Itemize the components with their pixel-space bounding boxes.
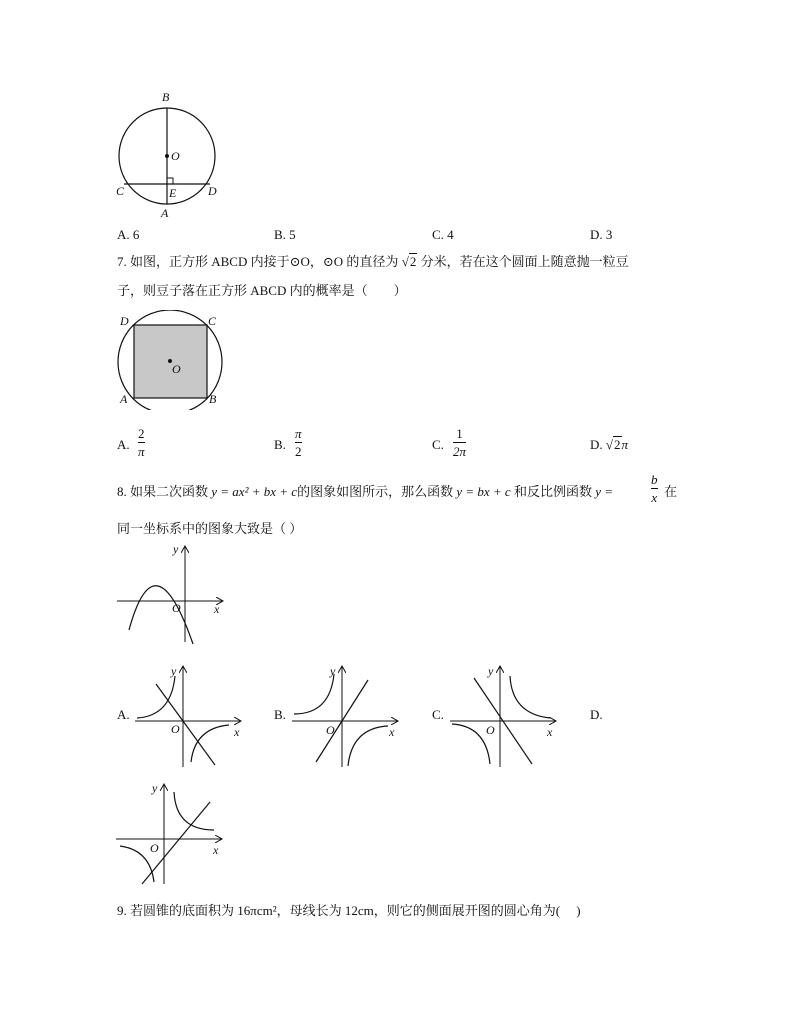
q6-option-c[interactable]: C. 4 — [432, 227, 454, 242]
q8-line1-end: 在 — [664, 484, 678, 499]
q7-line2: 子，则豆子落在正方形 ABCD 内的概率是（ ） — [117, 283, 407, 298]
label-b: B — [162, 90, 170, 104]
q8-eq2: y = bx + c — [456, 484, 511, 499]
svg-text:y: y — [152, 781, 158, 795]
q7-label-o: O — [172, 362, 181, 376]
q8-line2: 同一坐标系中的图象大致是（ ） — [117, 521, 303, 536]
svg-text:O: O — [326, 723, 335, 737]
q7-label-b: B — [209, 392, 217, 406]
svg-text:x: x — [234, 725, 240, 739]
q7-option-b-label[interactable]: B. — [274, 437, 286, 452]
q7-option-c-label[interactable]: C. — [432, 437, 444, 452]
q6-option-a[interactable]: A. 6 — [117, 227, 140, 242]
q7-line1-b: 分米，若在这个圆面上随意抛一粒豆 — [420, 254, 629, 269]
label-c: C — [116, 184, 125, 198]
svg-text:O: O — [150, 841, 159, 855]
q8-graph-a — [133, 662, 248, 770]
q6-option-b[interactable]: B. 5 — [274, 227, 296, 242]
q8-graph-d — [114, 778, 229, 888]
label-e: E — [169, 186, 177, 200]
q6-option-d[interactable]: D. 3 — [590, 227, 613, 242]
q7-option-a-label[interactable]: A. — [117, 437, 130, 452]
q7-option-c-frac: 1 2π — [453, 426, 467, 459]
svg-text:O: O — [171, 722, 180, 736]
svg-text:x: x — [389, 725, 395, 739]
q8-eq3-frac: b x — [651, 472, 658, 505]
q7-line1 — [117, 254, 629, 270]
label-o: O — [171, 149, 180, 163]
svg-text:y: y — [488, 664, 494, 678]
q7-figure — [112, 310, 232, 410]
q9-text: 9. 若圆锥的底面积为 16πcm²，母线长为 12cm，则它的侧面展开图的圆心角为( ) — [117, 903, 581, 918]
svg-text:x: x — [547, 725, 553, 739]
q8-graph-c — [448, 662, 563, 770]
q8-graph-b — [290, 662, 405, 770]
svg-text:y: y — [171, 664, 177, 678]
q7-line1-a: 7. 如图，正方形 ABCD 内接于⊙O，⊙O 的直径为 — [117, 254, 399, 269]
q8-option-a[interactable]: A. — [117, 707, 130, 722]
q7-option-d[interactable]: D. √2π — [590, 437, 629, 452]
label-a: A — [161, 206, 169, 220]
q8-option-b[interactable]: B. — [274, 707, 286, 722]
q7-option-b-frac: π 2 — [295, 426, 302, 459]
q8-parabola-graph — [115, 540, 230, 645]
q8-eq3-lhs: y = — [595, 484, 613, 499]
q7-label-a: A — [120, 392, 128, 406]
q7-label-c: C — [208, 314, 217, 328]
q8-eq1: y = ax² + bx + c — [211, 484, 298, 499]
q6-figure — [110, 88, 230, 223]
svg-text:y: y — [173, 542, 179, 556]
svg-text:x: x — [213, 843, 219, 857]
q8-option-d[interactable]: D. — [590, 707, 603, 722]
q7-label-d: D — [120, 314, 129, 328]
label-d: D — [208, 184, 217, 198]
svg-text:x: x — [214, 602, 220, 616]
svg-text:O: O — [172, 601, 181, 615]
q7-sqrt: √2 — [401, 254, 417, 269]
q8-option-c[interactable]: C. — [432, 707, 444, 722]
svg-text:y: y — [330, 664, 336, 678]
svg-text:O: O — [486, 723, 495, 737]
q7-option-a-frac: 2 π — [138, 426, 145, 459]
q8-line1: 8. 如果二次函数 y = ax² + bx + c的图象如图所示，那么函数 y = bx + c 和反比例函数 y = — [117, 484, 613, 499]
